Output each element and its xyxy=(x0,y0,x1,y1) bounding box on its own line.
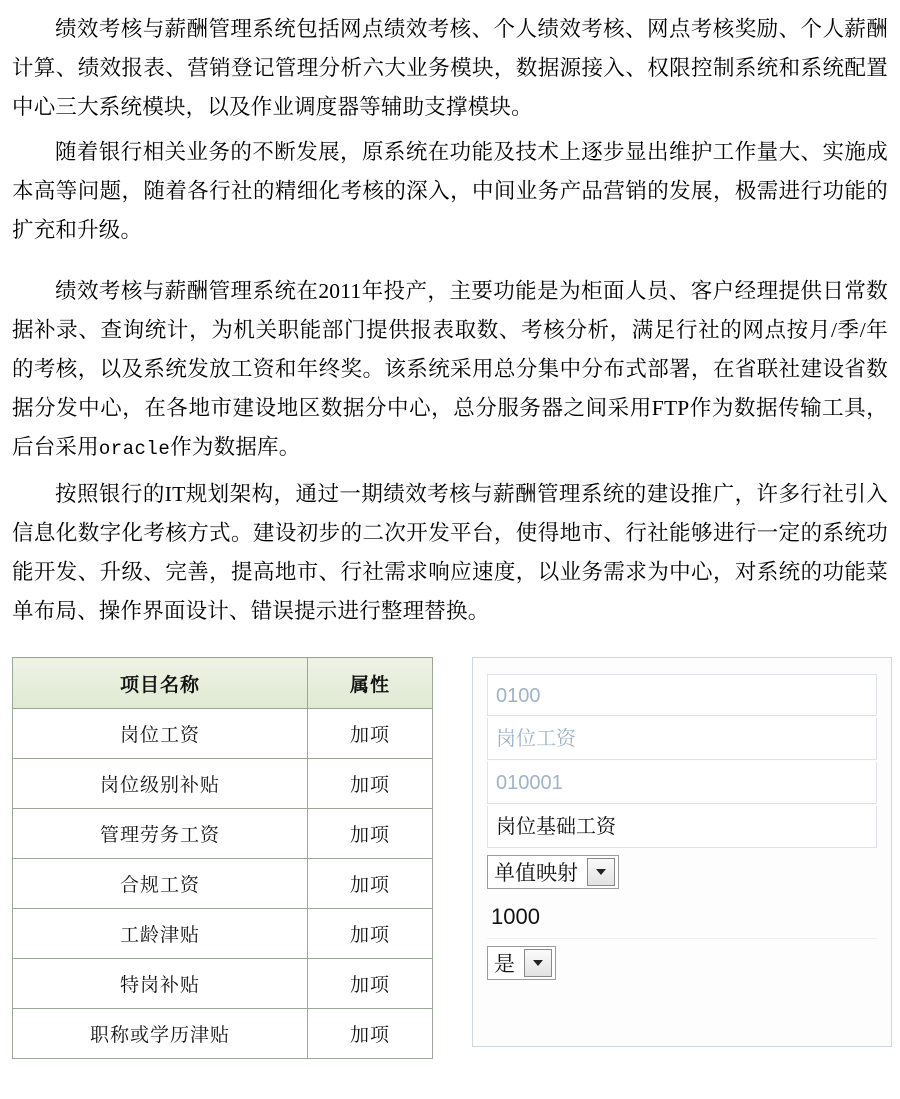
table-row xyxy=(13,759,433,809)
paragraph-3 xyxy=(12,272,888,469)
paragraph-4: 按照银行的IT规划架构，通过一期绩效考核与薪酬管理系统的建设推广，许多行社引入信息化数字化考核方式。建设初步的二次开发平台，使得地市、行社能够进行一定的系统功能开发、升级、完善，提高地市、行社需求响应速度，以业务需求为中心，对系统的功能菜单布局、操作界面设计、错误提示进行整理替换。 xyxy=(12,482,888,623)
table-row xyxy=(13,709,433,759)
salary-item-form-panel xyxy=(472,657,892,1047)
mapping-select-value: 单值映射 xyxy=(494,862,578,885)
cell-item-attr: 加项 xyxy=(308,909,433,959)
item-subcode-input[interactable]: 010001 xyxy=(487,762,877,804)
item-code-input[interactable]: 0100 xyxy=(487,674,877,716)
column-header-attr: 属性 xyxy=(308,658,433,709)
enabled-select-value: 是 xyxy=(494,953,515,976)
table-row xyxy=(13,909,433,959)
cell-item-attr: 加项 xyxy=(308,809,433,859)
mapping-select-row xyxy=(487,850,877,894)
cell-item-name: 岗位级别补贴 xyxy=(13,759,308,809)
item-name-input[interactable]: 岗位工资 xyxy=(487,718,877,760)
column-header-name: 项目名称 xyxy=(13,658,308,709)
paragraph-3-after: 作为数据库。 xyxy=(170,435,301,459)
cell-item-attr: 加项 xyxy=(308,709,433,759)
item-label-input[interactable]: 岗位基础工资 xyxy=(487,806,877,848)
amount-input[interactable]: 1000 xyxy=(487,896,877,939)
salary-items-table-wrapper xyxy=(12,657,432,1059)
paragraph-2: 随着银行相关业务的不断发展，原系统在功能及技术上逐步显出维护工作量大、实施成本高等问题，随着各行社的精细化考核的深入，中间业务产品营销的发展，极需进行功能的扩充和升级。 xyxy=(12,140,888,242)
table-row xyxy=(13,809,433,859)
enabled-select-row xyxy=(487,941,877,985)
paragraph-3-mono-term: oracle xyxy=(98,438,171,460)
figures-row xyxy=(12,657,888,1059)
cell-item-attr: 加项 xyxy=(308,1009,433,1059)
salary-items-table xyxy=(12,657,433,1059)
cell-item-attr: 加项 xyxy=(308,759,433,809)
cell-item-name: 工龄津贴 xyxy=(13,909,308,959)
cell-item-name: 合规工资 xyxy=(13,859,308,909)
chevron-down-icon[interactable] xyxy=(524,949,552,977)
cell-item-name: 岗位工资 xyxy=(13,709,308,759)
cell-item-attr: 加项 xyxy=(308,859,433,909)
cell-item-name: 职称或学历津贴 xyxy=(13,1009,308,1059)
paragraph-1: 绩效考核与薪酬管理系统包括网点绩效考核、个人绩效考核、网点考核奖励、个人薪酬计算、绩效报表、营销登记管理分析六大业务模块，数据源接入、权限控制系统和系统配置中心三大系统模块，以及作业调度器等辅助支撑模块。 xyxy=(12,17,888,119)
chevron-down-icon[interactable] xyxy=(587,858,615,886)
enabled-select[interactable] xyxy=(487,946,556,980)
cell-item-name: 管理劳务工资 xyxy=(13,809,308,859)
table-row xyxy=(13,959,433,1009)
table-row xyxy=(13,859,433,909)
paragraph-3-before: 绩效考核与薪酬管理系统在2011年投产，主要功能是为柜面人员、客户经理提供日常数据补录、查询统计，为机关职能部门提供报表取数、考核分析，满足行社的网点按月/季/年的考核，以及系统发放工资和年终奖。该系统采用总分集中分布式部署，在省联社建设省数据分发中心，在各地市建设地区数据分中心，总分服务器之间采用FTP作为数据传输工具，后台采用 xyxy=(12,279,888,459)
mapping-select[interactable] xyxy=(487,855,619,889)
cell-item-attr: 加项 xyxy=(308,959,433,1009)
cell-item-name: 特岗补贴 xyxy=(13,959,308,1009)
table-row xyxy=(13,1009,433,1059)
table-header-row xyxy=(13,658,433,709)
